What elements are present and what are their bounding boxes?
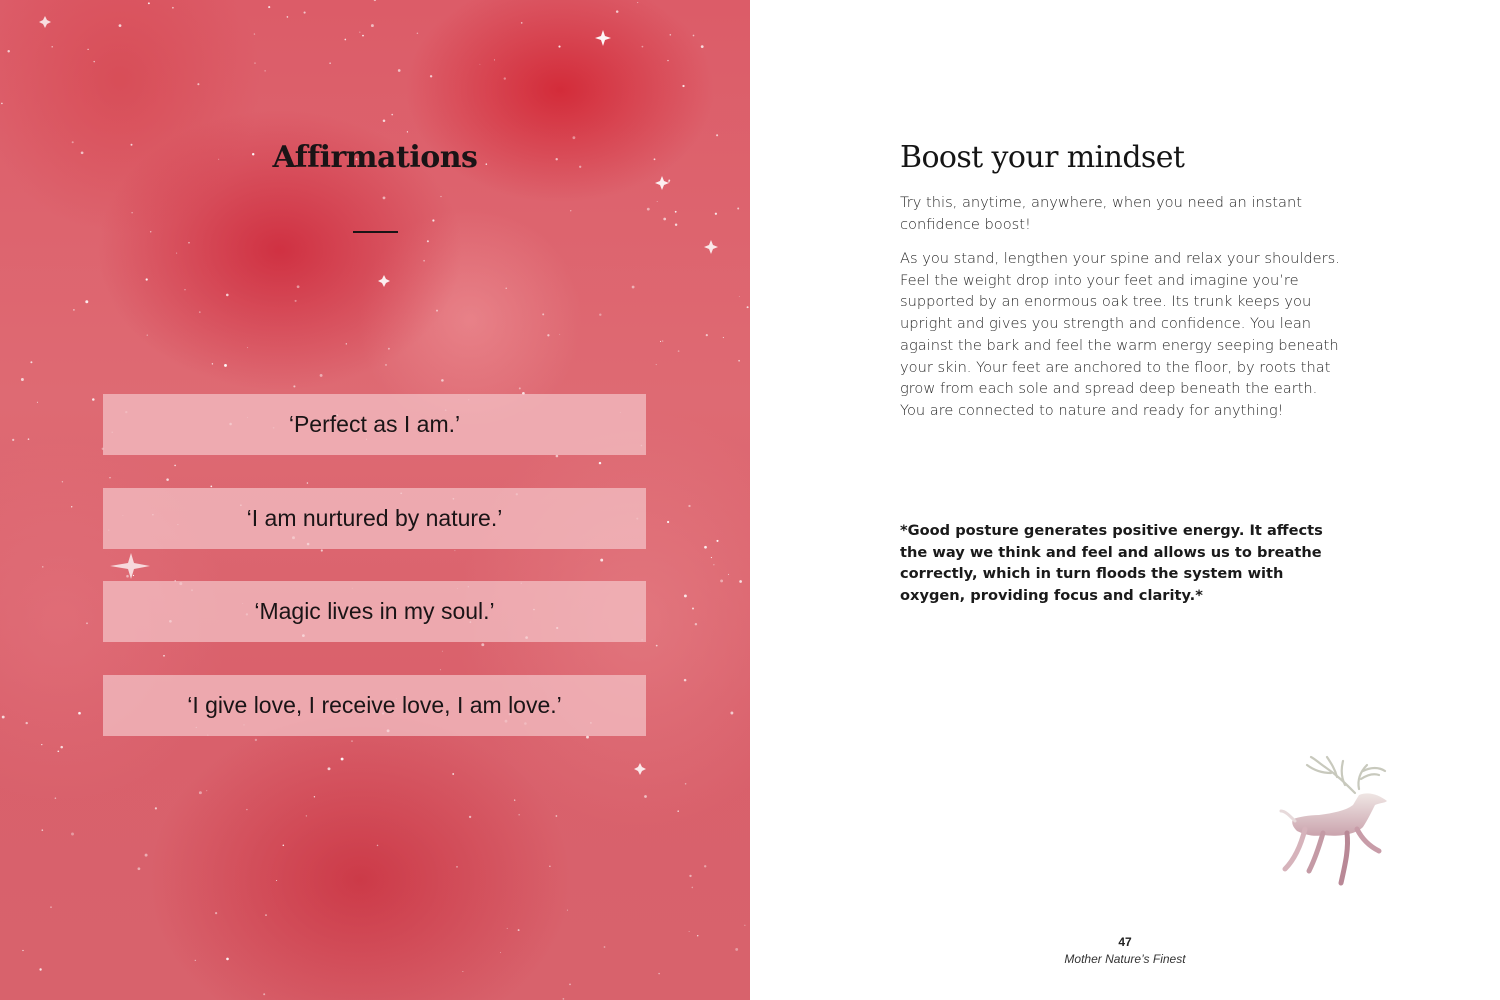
star-dot bbox=[556, 455, 559, 458]
star-dot bbox=[706, 334, 708, 336]
star-dot bbox=[138, 867, 141, 870]
star-dot bbox=[166, 478, 169, 481]
star-dot bbox=[720, 579, 723, 582]
running-footer: Mother Nature’s Finest bbox=[1064, 952, 1186, 966]
star-dot bbox=[197, 83, 199, 85]
star-dot bbox=[341, 758, 344, 761]
star-dot bbox=[573, 136, 576, 139]
star-dot bbox=[427, 240, 429, 242]
star-dot bbox=[668, 179, 670, 181]
star-dot bbox=[247, 347, 248, 348]
star-dot bbox=[26, 722, 28, 724]
star-dot bbox=[86, 622, 88, 624]
star-dot bbox=[739, 580, 742, 583]
star-dot bbox=[199, 311, 201, 313]
star-dot bbox=[276, 880, 277, 881]
star-dot bbox=[304, 12, 306, 14]
star-dot bbox=[695, 623, 697, 625]
star-dot bbox=[51, 46, 53, 48]
star-dot bbox=[697, 935, 698, 936]
star-dot bbox=[388, 348, 390, 350]
star-dot bbox=[224, 364, 227, 367]
star-dot bbox=[728, 574, 729, 575]
star-dot bbox=[7, 50, 9, 52]
star-dot bbox=[92, 398, 95, 401]
star-dot bbox=[246, 809, 247, 810]
title-rule bbox=[353, 231, 398, 233]
star-dot bbox=[711, 557, 712, 558]
star-dot bbox=[41, 744, 42, 745]
star-dot bbox=[518, 814, 520, 816]
star-dot bbox=[432, 219, 434, 221]
star-dot bbox=[188, 242, 190, 244]
star-dot bbox=[658, 973, 659, 974]
star-dot bbox=[556, 815, 558, 817]
star-dot bbox=[667, 521, 669, 523]
star-dot bbox=[559, 334, 560, 335]
star-dot bbox=[506, 288, 507, 289]
star-dot bbox=[701, 45, 704, 48]
page-footer bbox=[1025, 934, 1225, 968]
star-dot bbox=[430, 75, 432, 77]
star-dot bbox=[71, 506, 72, 507]
star-dot bbox=[163, 655, 165, 657]
star-dot bbox=[28, 438, 30, 440]
star-dot bbox=[145, 854, 148, 857]
star-dot bbox=[226, 958, 229, 961]
star-dot bbox=[109, 477, 110, 478]
star-dot bbox=[423, 260, 425, 262]
affirmation-box: ‘I give love, I receive love, I am love.’ bbox=[103, 675, 646, 736]
star-dot bbox=[693, 35, 695, 37]
star-dot bbox=[656, 645, 658, 647]
star-dot bbox=[87, 49, 88, 50]
star-dot bbox=[689, 931, 690, 932]
star-dot bbox=[647, 208, 650, 211]
star-dot bbox=[599, 313, 601, 315]
star-dot bbox=[346, 343, 347, 344]
star-dot bbox=[314, 796, 315, 797]
star-dot bbox=[678, 350, 680, 352]
star-dot bbox=[254, 62, 255, 63]
star-dot bbox=[452, 773, 454, 775]
star-dot bbox=[675, 224, 677, 226]
star-dot bbox=[62, 481, 63, 482]
affirmation-box: ‘Perfect as I am.’ bbox=[103, 394, 646, 455]
star-dot bbox=[126, 575, 129, 578]
star-dot bbox=[265, 914, 267, 916]
star-dot bbox=[407, 131, 408, 132]
star-dot bbox=[210, 486, 212, 488]
star-dot bbox=[684, 594, 687, 597]
star-dot bbox=[195, 960, 196, 961]
star-dot bbox=[667, 60, 668, 61]
star-dot bbox=[320, 374, 323, 377]
star-dot bbox=[739, 296, 740, 297]
star-dot bbox=[42, 829, 44, 831]
star-dot bbox=[55, 797, 57, 799]
star-dot bbox=[675, 211, 677, 213]
star-dot bbox=[146, 278, 148, 280]
star-dot bbox=[469, 816, 471, 818]
star-dot bbox=[30, 361, 32, 363]
star-dot bbox=[514, 799, 515, 800]
star-dot bbox=[507, 928, 508, 929]
star-dot bbox=[174, 465, 176, 467]
star-dot bbox=[644, 795, 647, 798]
star-dot bbox=[57, 750, 59, 752]
star-dot bbox=[662, 340, 663, 341]
star-dot bbox=[377, 845, 379, 847]
star-dot bbox=[78, 712, 81, 715]
star-dot bbox=[1, 103, 3, 105]
star-dot bbox=[670, 34, 672, 36]
star-dot bbox=[306, 815, 307, 816]
star-dot bbox=[255, 739, 257, 741]
star-dot bbox=[287, 16, 289, 18]
star-dot bbox=[542, 313, 544, 315]
star-dot bbox=[500, 952, 501, 953]
star-dot bbox=[371, 24, 374, 27]
star-dot bbox=[735, 948, 738, 951]
star-dot bbox=[264, 70, 265, 71]
star-dot bbox=[263, 993, 265, 995]
star-dot bbox=[383, 120, 386, 123]
star-dot bbox=[479, 64, 480, 65]
star-dot bbox=[660, 341, 661, 342]
star-dot bbox=[21, 378, 24, 381]
star-dot bbox=[436, 310, 438, 312]
star-dot bbox=[689, 875, 691, 877]
star-dot bbox=[329, 62, 330, 63]
star-dot bbox=[351, 740, 352, 741]
star-dot bbox=[2, 716, 5, 719]
star-dot bbox=[133, 575, 134, 576]
star-dot bbox=[642, 46, 644, 48]
star-dot bbox=[549, 866, 550, 867]
star-dot bbox=[73, 309, 75, 311]
star-dot bbox=[71, 833, 74, 836]
star-dot bbox=[374, 0, 376, 1]
star-dot bbox=[504, 77, 506, 79]
star-dot bbox=[688, 505, 690, 507]
star-dot bbox=[558, 46, 560, 48]
star-dot bbox=[42, 566, 43, 567]
star-dot bbox=[692, 887, 694, 889]
star-dot bbox=[600, 559, 603, 562]
star-dot bbox=[268, 6, 270, 8]
star-dot bbox=[632, 286, 635, 289]
star-dot bbox=[307, 482, 309, 484]
star-dot bbox=[328, 767, 331, 770]
star-dot bbox=[567, 910, 568, 911]
star-dot bbox=[172, 7, 174, 9]
star-dot bbox=[206, 790, 207, 791]
stag-illustration bbox=[1275, 755, 1400, 895]
star-dot bbox=[148, 2, 150, 4]
affirmation-box: ‘I am nurtured by nature.’ bbox=[103, 488, 646, 549]
star-dot bbox=[398, 69, 401, 72]
star-dot bbox=[570, 210, 571, 211]
star-dot bbox=[716, 134, 718, 136]
star-dot bbox=[37, 402, 38, 403]
star-dot bbox=[85, 300, 88, 303]
star-dot bbox=[442, 651, 443, 652]
star-dot bbox=[184, 289, 185, 290]
star-dot bbox=[50, 906, 51, 907]
affirmations-title: Affirmations bbox=[272, 140, 478, 175]
star-dot bbox=[586, 736, 589, 739]
star-dot bbox=[569, 984, 571, 986]
star-dot bbox=[704, 546, 707, 549]
star-dot bbox=[297, 285, 300, 288]
posture-note: *Good posture generates positive energy. It affects the way we think and feel and allows us to breathe correctly, which in turn floods the system with oxygen, providing focus and clarity.* bbox=[900, 522, 1323, 605]
star-dot bbox=[713, 564, 714, 565]
star-dot bbox=[254, 33, 255, 34]
star-dot bbox=[656, 364, 657, 365]
star-dot bbox=[150, 231, 151, 232]
star-dot bbox=[176, 253, 177, 254]
star-dot bbox=[440, 196, 441, 197]
star-dot bbox=[481, 643, 484, 646]
star-dot bbox=[519, 387, 521, 389]
star-dot bbox=[293, 385, 295, 387]
intro-paragraph: Try this, anytime, anywhere, when you need an instant confidence boost! bbox=[900, 194, 1302, 233]
star-dot bbox=[730, 712, 733, 715]
star-dot bbox=[283, 845, 285, 847]
star-dot bbox=[715, 213, 717, 215]
star-dot bbox=[359, 32, 360, 33]
star-dot bbox=[657, 201, 658, 202]
star-dot bbox=[521, 22, 523, 24]
body-paragraph: As you stand, lengthen your spine and relax your shoulders. Feel the weight drop into your feet and imagine you’re supported by an enormous oak tree. Its trunk keeps you upright and gives you strength and confidence. You lean against the bark and feel the warm energy seeping beneath your skin. Your feet are anchored to the floor, by roots that grow from each sole and spread deep beneath the earth. You are connected to nature and ready for anything! bbox=[900, 250, 1340, 419]
star-dot bbox=[39, 968, 41, 970]
star-dot bbox=[744, 925, 745, 926]
page-number: 47 bbox=[1118, 935, 1132, 949]
star-dot bbox=[737, 208, 739, 210]
star-dot bbox=[677, 810, 679, 812]
star-dot bbox=[119, 24, 122, 27]
star-dot bbox=[12, 439, 14, 441]
star-dot bbox=[212, 363, 213, 364]
star-dot bbox=[385, 364, 387, 366]
star-dot bbox=[321, 549, 323, 551]
star-dot bbox=[383, 197, 386, 200]
star-dot bbox=[604, 946, 606, 948]
star-dot bbox=[199, 791, 202, 794]
section-title: Boost your mindset bbox=[900, 140, 1185, 175]
star-dot bbox=[147, 335, 148, 336]
star-dot bbox=[692, 608, 694, 610]
star-dot bbox=[738, 360, 740, 362]
star-dot bbox=[547, 334, 549, 336]
star-dot bbox=[155, 807, 157, 809]
star-dot bbox=[599, 462, 601, 464]
star-dot bbox=[454, 550, 455, 551]
star-dot bbox=[22, 950, 23, 951]
star-dot bbox=[462, 971, 463, 972]
star-dot bbox=[440, 669, 441, 670]
star-dot bbox=[344, 39, 346, 41]
star-dot bbox=[685, 783, 687, 785]
star-dot bbox=[93, 61, 94, 62]
right-page bbox=[750, 0, 1500, 1000]
star-dot bbox=[723, 337, 724, 338]
star-dot bbox=[215, 912, 217, 914]
star-dot bbox=[441, 379, 444, 382]
star-dot bbox=[637, 2, 638, 3]
star-dot bbox=[518, 929, 520, 931]
star-dot bbox=[391, 114, 393, 116]
star-dot bbox=[747, 306, 749, 308]
star-dot bbox=[616, 10, 619, 13]
star-dot bbox=[682, 85, 684, 87]
star-dot bbox=[362, 35, 364, 37]
star-dot bbox=[131, 212, 132, 213]
star-dot bbox=[456, 866, 457, 867]
star-dot bbox=[295, 300, 297, 302]
star-dot bbox=[716, 540, 718, 542]
star-dot bbox=[226, 294, 229, 297]
star-dot bbox=[494, 59, 495, 60]
star-dot bbox=[563, 998, 565, 1000]
star-dot bbox=[684, 679, 687, 682]
affirmation-box: ‘Magic lives in my soul.’ bbox=[103, 581, 646, 642]
star-dot bbox=[704, 865, 706, 867]
star-dot bbox=[663, 218, 666, 221]
star-dot bbox=[417, 33, 419, 35]
star-dot bbox=[60, 746, 63, 749]
